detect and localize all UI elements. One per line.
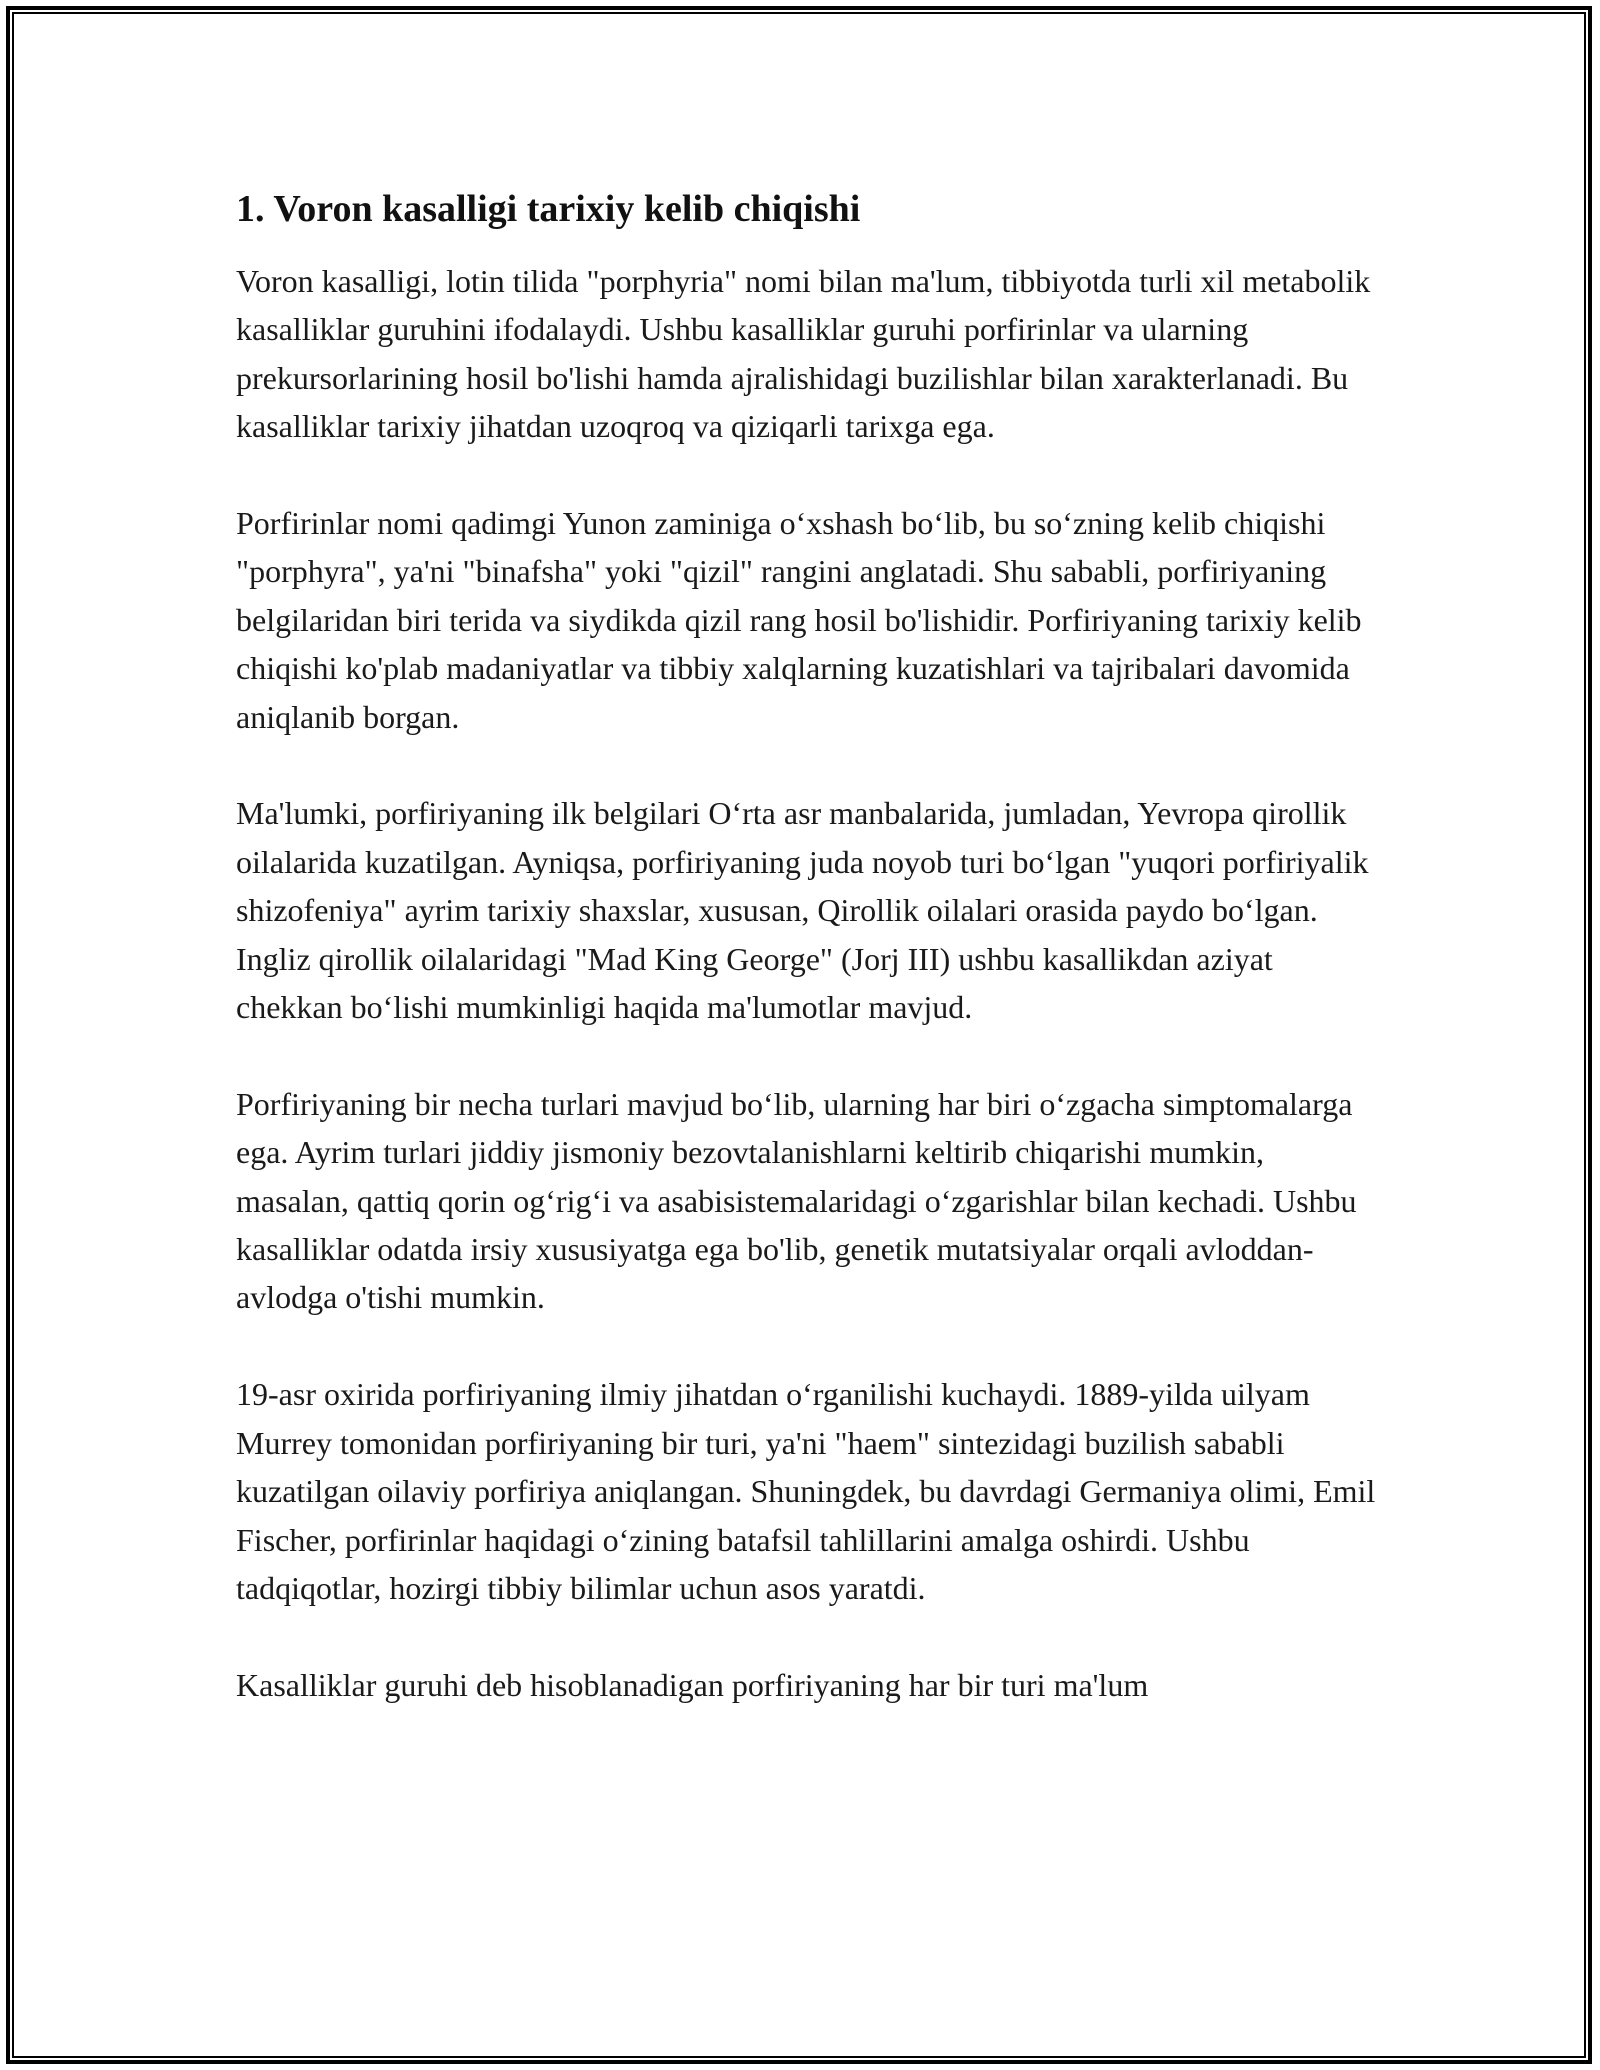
paragraph-5: 19-asr oxirida porfiriyaning ilmiy jihatdan oʻrganilishi kuchaydi. 1889-yilda uilyam Murrey tomonidan porfiriyaning bir turi, ya'ni "haem" sintezidagi buzilish sababli kuzatilgan oilaviy porfiriya aniqlangan. Shuningdek, bu davrdagi Germaniya olimi, Emil Fischer, porfirinlar haqidagi oʻzining batafsil tahlillarini amalga oshirdi. Ushbu tadqiqotlar, hozirgi tibbiy bilimlar uchun asos yaratdi.: [236, 1376, 1376, 1606]
paragraph-6: Kasalliklar guruhi deb hisoblanadigan porfiriyaning har bir turi ma'lum: [236, 1666, 1149, 1703]
paragraph-3: Ma'lumki, porfiriyaning ilk belgilari Oʻrta asr manbalarida, jumladan, Yevropa qirollik oilalarida kuzatilgan. Ayniqsa, porfiriyaning juda noyob turi boʻlgan "yuqori porfiriyalik shizofeniya" ayrim tarixiy shaxslar, xususan, Qirollik oilalari orasida paydo boʻlgan. Ingliz qirollik oilalaridagi "Mad King George" (Jorj III) ushbu kasallikdan aziyat chekkan boʻlishi mumkinligi haqida ma'lumotlar mavjud.: [236, 795, 1369, 1026]
paragraph-1: Voron kasalligi, lotin tilida "porphyria" nomi bilan ma'lum, tibbiyotda turli xil metabolik kasalliklar guruhini ifodalaydi. Ushbu kasalliklar guruhi porfirinlar va ularning prekursorlarining hosil bo'lishi hamda ajralishidagi buzilishlar bilan xarakterlanadi. Bu kasalliklar tarixiy jihatdan uzoqroq va qiziqarli tarixga ega.: [236, 263, 1371, 445]
document-body: [236, 185, 1376, 1709]
paragraph-4: Porfiriyaning bir necha turlari mavjud boʻlib, ularning har biri oʻzgacha simptomalarga ega. Ayrim turlari jiddiy jismoniy bezovtalanishlarni keltirib chiqarishi mumkin, masalan, qattiq qorin ogʻrigʻi va asabisistemalaridagi oʻzgarishlar bilan kechadi. Ushbu kasalliklar odatda irsiy xususiyatga ega bo'lib, genetik mutatsiyalar orqali avloddan-avlodga o'tishi mumkin.: [236, 1085, 1357, 1316]
section-heading: 1. Voron kasalligi tarixiy kelib chiqishi: [236, 188, 861, 230]
paragraph-2: Porfirinlar nomi qadimgi Yunon zaminiga oʻxshash boʻlib, bu soʻzning kelib chiqishi "porphyra", ya'ni "binafsha" yoki "qizil" rangini anglatadi. Shu sababli, porfiriyaning belgilaridan biri terida va siydikda qizil rang hosil bo'lishidir. Porfiriyaning tarixiy kelib chiqishi ko'plab madaniyatlar va tibbiy xalqlarning kuzatishlari va tajribalari davomida aniqlanib borgan.: [236, 505, 1362, 735]
